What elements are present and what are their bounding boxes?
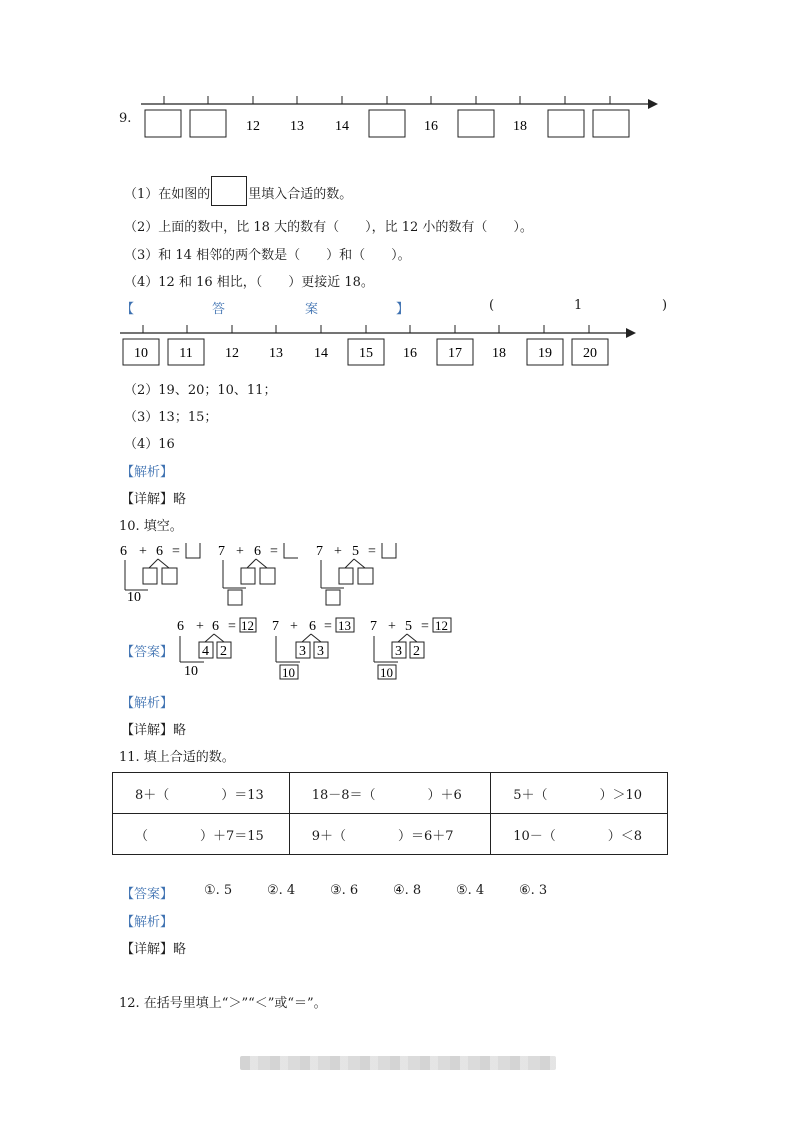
q9-answer4: （4）16 (124, 437, 175, 452)
q9-answer3: （3）13；15； (124, 410, 218, 425)
svg-text:=: = (421, 619, 429, 634)
eq-number: 7 (316, 544, 323, 559)
ans-number: 12 (241, 618, 254, 633)
ans-number: 10 (184, 664, 198, 679)
answer-label: 【答案】 (121, 887, 174, 902)
answer-bracket-open: 【 (121, 302, 135, 317)
ans-number: 6 (177, 619, 184, 634)
ans-number: 12 (435, 618, 448, 633)
detail-label: 【详解】略 (121, 723, 187, 738)
svg-text:=: = (324, 619, 332, 634)
answer-item: ⑤. 4 (456, 883, 485, 898)
q9-part3: （3）和 14 相邻的两个数是（ ）和（ ）。 (124, 248, 411, 263)
ten-label: 10 (127, 590, 141, 605)
eq-operator: + (139, 544, 147, 559)
answer-char: 案 (305, 302, 319, 317)
analysis-label: 【解析】 (121, 915, 174, 930)
ans-number: 4 (202, 644, 209, 659)
eq-number: 6 (120, 544, 127, 559)
detail-label: 【详解】略 (121, 942, 187, 957)
table-cell: 8＋（ ）＝13 (113, 773, 290, 814)
ans-number: 6 (212, 619, 219, 634)
svg-text:+: + (388, 619, 396, 634)
eq-equals: = (270, 544, 278, 559)
svg-text:=: = (228, 619, 236, 634)
answer-tick-label: 17 (448, 346, 462, 361)
answer-bracket-close: 】 (396, 302, 410, 317)
ans-number: 3 (317, 644, 324, 659)
answer-label: 【答案】 (121, 645, 174, 660)
eq-operator: + (334, 544, 342, 559)
answer-tick-label: 11 (179, 346, 193, 361)
eq-number: 6 (156, 544, 163, 559)
q9-part2: （2）上面的数中，比 18 大的数有（ ），比 12 小的数有（ ）。 (124, 220, 533, 235)
ans-number: 5 (405, 619, 412, 634)
answer-tick-label: 10 (134, 346, 148, 361)
ans-number: 6 (309, 619, 316, 634)
tick-label: 14 (335, 119, 349, 134)
ans-number: 7 (370, 619, 377, 634)
eq-operator: + (236, 544, 244, 559)
tick-label: 16 (424, 119, 438, 134)
answer-tick-label: 18 (492, 346, 506, 361)
q9-part4: （4）12 和 16 相比，（ ）更接近 18。 (124, 275, 374, 290)
table-row (113, 814, 668, 855)
ans-number: 2 (220, 644, 227, 659)
q10-title: 10. 填空。 (119, 519, 183, 534)
tick-label: 13 (290, 119, 304, 134)
answer-tick-label: 16 (403, 346, 417, 361)
ans-number: 7 (272, 619, 279, 634)
q9-part1-after: 里填入合适的数。 (248, 187, 353, 202)
answer-item: ④. 8 (393, 883, 422, 898)
tick-label: 12 (246, 119, 260, 134)
q9-answer2: （2）19、20；10、11； (124, 383, 277, 398)
answer-part-number: 1 (574, 298, 583, 313)
detail-label: 【详解】略 (121, 492, 187, 507)
ans-number: 10 (380, 665, 393, 680)
q11-title: 11. 填上合适的数。 (119, 750, 235, 765)
eq-number: 5 (352, 544, 359, 559)
answer-tick-label: 14 (314, 346, 328, 361)
ans-number: 13 (338, 618, 351, 633)
eq-equals: = (172, 544, 180, 559)
answer-tick-label: 13 (269, 346, 283, 361)
table-cell: 18－8＝（ ）＋6 (289, 773, 491, 814)
ans-number: 2 (413, 644, 420, 659)
analysis-label: 【解析】 (121, 465, 174, 480)
answer-item: ②. 4 (267, 883, 296, 898)
answer-paren: ( (489, 298, 495, 313)
eq-number: 7 (218, 544, 225, 559)
analysis-label: 【解析】 (121, 696, 174, 711)
q9-part1-before: （1）在如图的 (124, 187, 211, 202)
q11-table (112, 772, 668, 855)
answer-item: ③. 6 (330, 883, 359, 898)
ans-number: 10 (282, 665, 295, 680)
table-cell: 5＋（ ）＞10 (491, 773, 668, 814)
q12-title: 12. 在括号里填上“＞”“＜”或“＝”。 (119, 996, 327, 1011)
table-row (113, 773, 668, 814)
eq-number: 6 (254, 544, 261, 559)
table-cell: 9＋（ ）＝6＋7 (289, 814, 491, 855)
eq-equals: = (368, 544, 376, 559)
table-cell: 10－（ ）＜8 (491, 814, 668, 855)
svg-text:+: + (290, 619, 298, 634)
answer-tick-label: 12 (225, 346, 239, 361)
answer-char: 答 (212, 302, 226, 317)
answer-item: ①. 5 (204, 883, 233, 898)
tick-label: 18 (513, 119, 527, 134)
answer-tick-label: 19 (538, 346, 552, 361)
answer-tick-label: 15 (359, 346, 373, 361)
table-cell: （ ）＋7＝15 (113, 814, 290, 855)
blurred-footer (240, 1056, 556, 1070)
answer-paren: ) (662, 298, 668, 313)
ans-number: 3 (299, 644, 306, 659)
answer-item: ⑥. 3 (519, 883, 548, 898)
answer-tick-label: 20 (583, 346, 597, 361)
question-number: 9. (119, 111, 132, 126)
ans-number: 3 (395, 644, 402, 659)
svg-text:+: + (196, 619, 204, 634)
